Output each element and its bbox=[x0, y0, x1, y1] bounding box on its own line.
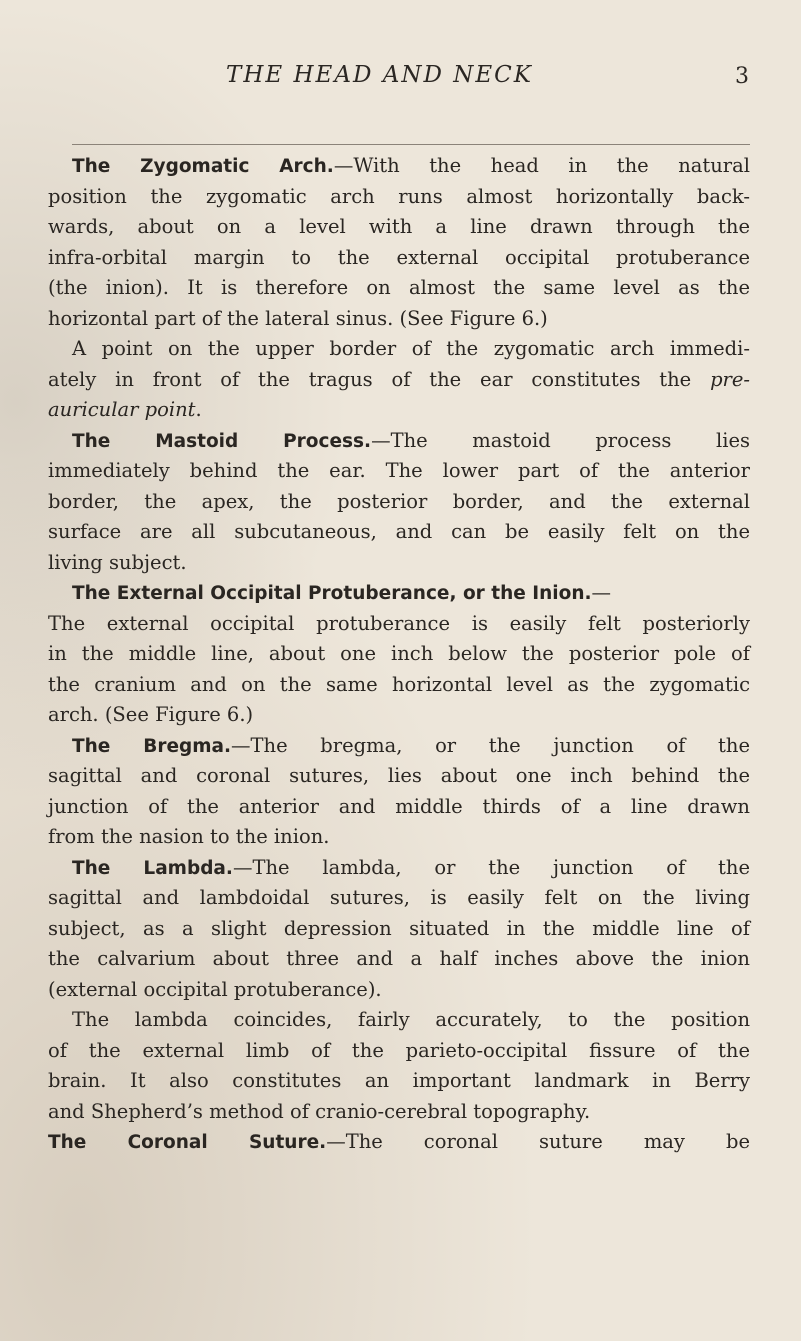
running-head: THE HEAD AND NECK bbox=[226, 62, 533, 88]
term-preauricular: pre- bbox=[710, 367, 750, 391]
paragraph-preauricular-line: ately in front of the tragus of the ear constitutes the pre- bbox=[48, 367, 750, 391]
paragraph-zygomatic-line: infra-orbital margin to the external occipital protuberance bbox=[48, 245, 750, 269]
page-number: 3 bbox=[735, 64, 749, 89]
paragraph-zygomatic-line: wards, about on a level with a line drawn through the bbox=[48, 215, 750, 238]
paragraph-lambda-brain-line: brain. It also constitutes an important landmark in Berry bbox=[48, 1069, 750, 1092]
paragraph-mastoid-line: border, the apex, the posterior border, and the external bbox=[48, 489, 750, 513]
paragraph-lambda-line: The Lambda.—The lambda, or the junction of the bbox=[72, 855, 750, 879]
term-preauricular-point: auricular point bbox=[48, 398, 196, 421]
paragraph-mastoid-line: living subject. bbox=[48, 550, 187, 574]
paragraph-coronal-line: The Coronal Suture.—The coronal suture may be bbox=[48, 1130, 750, 1153]
section-heading-zygomatic-arch: The Zygomatic Arch. bbox=[72, 156, 334, 177]
section-heading-coronal-suture: The Coronal Suture. bbox=[48, 1132, 327, 1153]
section-heading-lambda: The Lambda. bbox=[72, 857, 233, 879]
paragraph-preauricular-line: A point on the upper border of the zygomatic arch immedi- bbox=[72, 337, 750, 360]
paragraph-lambda-brain-line: and Shepherd’s method of cranio-cerebral topography. bbox=[48, 1099, 591, 1123]
paragraph-occipital-line: the cranium and on the same horizontal level as the zygomatic bbox=[48, 672, 750, 696]
section-heading-external-occipital-protuberance: The External Occipital Protuberance, or the Inion. bbox=[72, 583, 592, 604]
paragraph-preauricular-line: auricular point. bbox=[48, 398, 202, 421]
paragraph-mastoid-line: The Mastoid Process.—The mastoid process lies bbox=[72, 428, 750, 452]
paragraph-bregma-line: The Bregma.—The bregma, or the junction of the bbox=[72, 733, 750, 757]
paragraph-zygomatic-line: (the inion). It is therefore on almost the same level as the bbox=[48, 276, 750, 299]
paragraph-occipital-line: The external occipital protuberance is easily felt posteriorly bbox=[48, 611, 750, 635]
paragraph-zygomatic-line: horizontal part of the lateral sinus. (See Figure 6.) bbox=[48, 306, 548, 330]
header-rule bbox=[72, 144, 750, 145]
paragraph-mastoid-line: surface are all subcutaneous, and can be easily felt on the bbox=[48, 520, 750, 543]
paragraph-zygomatic-line: The Zygomatic Arch.—With the head in the natural bbox=[72, 154, 750, 177]
paragraph-zygomatic-line: position the zygomatic arch runs almost horizontally back- bbox=[48, 184, 750, 208]
paragraph-occipital-line: arch. (See Figure 6.) bbox=[48, 703, 254, 726]
paragraph-bregma-line: sagittal and coronal sutures, lies about one inch behind the bbox=[48, 764, 750, 787]
paragraph-mastoid-line: immediately behind the ear. The lower part of the anterior bbox=[48, 459, 750, 482]
paragraph-lambda-brain-line: The lambda coincides, fairly accurately, to the position bbox=[72, 1008, 750, 1031]
body-text bbox=[48, 151, 750, 1158]
paragraph-lambda-line: subject, as a slight depression situated in the middle line of bbox=[48, 916, 750, 940]
section-heading-mastoid-process: The Mastoid Process. bbox=[72, 430, 372, 452]
paragraph-occipital-line: in the middle line, about one inch below the posterior pole of bbox=[48, 642, 750, 665]
paragraph-lambda-line: (external occipital protuberance). bbox=[48, 977, 382, 1001]
paragraph-bregma-line: from the nasion to the inion. bbox=[48, 825, 330, 848]
paragraph-occipital-line: The External Occipital Protuberance, or the Inion.— bbox=[72, 581, 612, 604]
paragraph-lambda-line: the calvarium about three and a half inches above the inion bbox=[48, 947, 750, 970]
paragraph-lambda-brain-line: of the external limb of the parieto-occipital fissure of the bbox=[48, 1038, 750, 1062]
paragraph-bregma-line: junction of the anterior and middle thirds of a line drawn bbox=[48, 794, 750, 818]
page-header bbox=[0, 62, 801, 92]
paragraph-lambda-line: sagittal and lambdoidal sutures, is easily felt on the living bbox=[48, 886, 750, 909]
section-heading-bregma: The Bregma. bbox=[72, 735, 232, 757]
